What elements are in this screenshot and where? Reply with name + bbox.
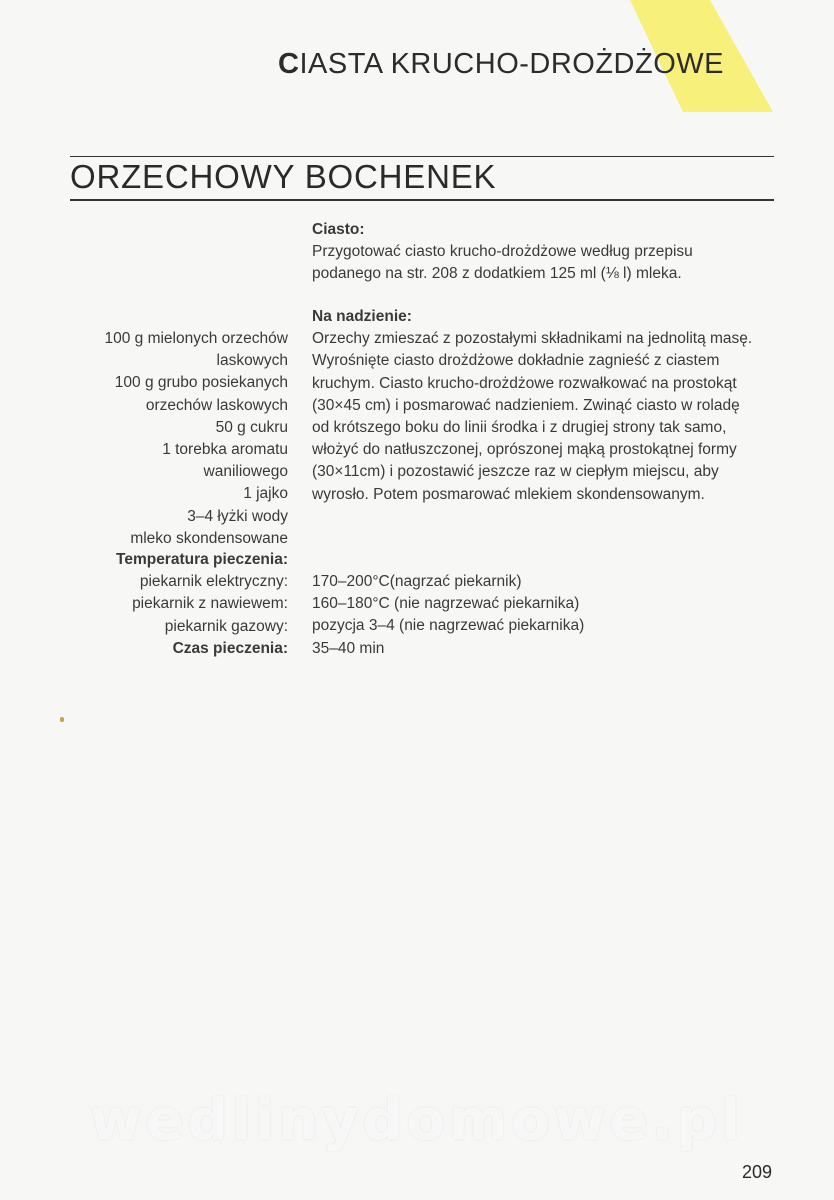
ingredient-line: orzechów laskowych (145, 396, 288, 414)
ingredient-line: waniliowego (203, 463, 288, 481)
filling-text-line: włożyć do natłuszczonej, oprószonej mąką prostokątnej formy (312, 441, 737, 459)
baking-labels (28, 549, 288, 660)
ingredient-line: 100 g mielonych orzechów (104, 330, 288, 347)
filling-text-line: Orzechy zmieszać z pozostałymi składnikami na jednolitą masę. (312, 330, 753, 348)
dough-section (312, 219, 792, 286)
filling-text-line: (30×45 cm) i posmarować nadzieniem. Zwinąć ciasto w roladę (312, 396, 740, 414)
filling-text-line: kruchym. Ciasto krucho-drożdżowe rozwałkować na prostokąt (312, 374, 737, 392)
filling-text-line: Wyrośnięte ciasto drożdżowe dokładnie zagnieść z ciastem (312, 352, 720, 370)
ingredient-line: 1 torebka aromatu (162, 441, 288, 459)
filling-text-line: (30×11cm) i pozostawić jeszcze raz w ciepłym miejscu, aby (312, 463, 719, 481)
ingredients-list (28, 328, 288, 550)
ingredient-line: 50 g cukru (215, 418, 288, 436)
gas-oven-value: pozycja 3–4 (nie nagrzewać piekarnika) (312, 617, 585, 635)
watermark: wedlinydomowe.pl (89, 1088, 745, 1153)
section-header-text: IASTA KRUCHO-DROŻDŻOWE (299, 48, 724, 80)
recipe-title: ORZECHOWY BOCHENEK (70, 158, 497, 195)
paper-speck (60, 717, 64, 722)
gas-oven-label: piekarnik gazowy: (164, 617, 288, 635)
filling-section (312, 306, 792, 506)
baking-time-value: 35–40 min (312, 639, 385, 657)
ingredient-line: 100 g grubo posiekanych (114, 374, 288, 392)
filling-text-line: wyrosło. Potem posmarować mlekiem skondensowanym. (312, 485, 705, 503)
electric-oven-label: piekarnik elektryczny: (139, 573, 288, 591)
electric-oven-value: 170–200°C(nagrzać piekarnik) (312, 573, 522, 590)
baking-time-label: Czas pieczenia: (172, 639, 288, 657)
title-rule-bottom (70, 199, 774, 201)
page-number: 209 (741, 1162, 772, 1182)
filling-text-line: od krótszego boku do linii środka i z drugiej strony tak samo, (312, 419, 727, 437)
filling-label: Na nadzienie: (312, 308, 412, 325)
baking-values (312, 571, 792, 660)
section-header (278, 48, 724, 81)
dough-text-line: podanego na str. 208 z dodatkiem 125 ml (⅛ l) mleka. (312, 265, 682, 283)
section-header-initial: C (278, 48, 300, 80)
fan-oven-value: 160–180°C (nie nagrzewać piekarnika) (312, 595, 580, 613)
fan-oven-label: piekarnik z nawiewem: (132, 595, 288, 613)
dough-label: Ciasto: (312, 221, 365, 238)
ingredient-line: laskowych (216, 352, 288, 370)
ingredient-line: mleko skondensowane (130, 529, 288, 547)
ingredient-line: 1 jajko (243, 485, 288, 503)
baking-temperature-heading: Temperatura pieczenia: (116, 551, 288, 568)
ingredient-line: 3–4 łyżki wody (187, 507, 288, 525)
dough-text-line: Przygotować ciasto krucho-drożdżowe według przepisu (312, 243, 693, 261)
title-rule-top (70, 156, 774, 157)
